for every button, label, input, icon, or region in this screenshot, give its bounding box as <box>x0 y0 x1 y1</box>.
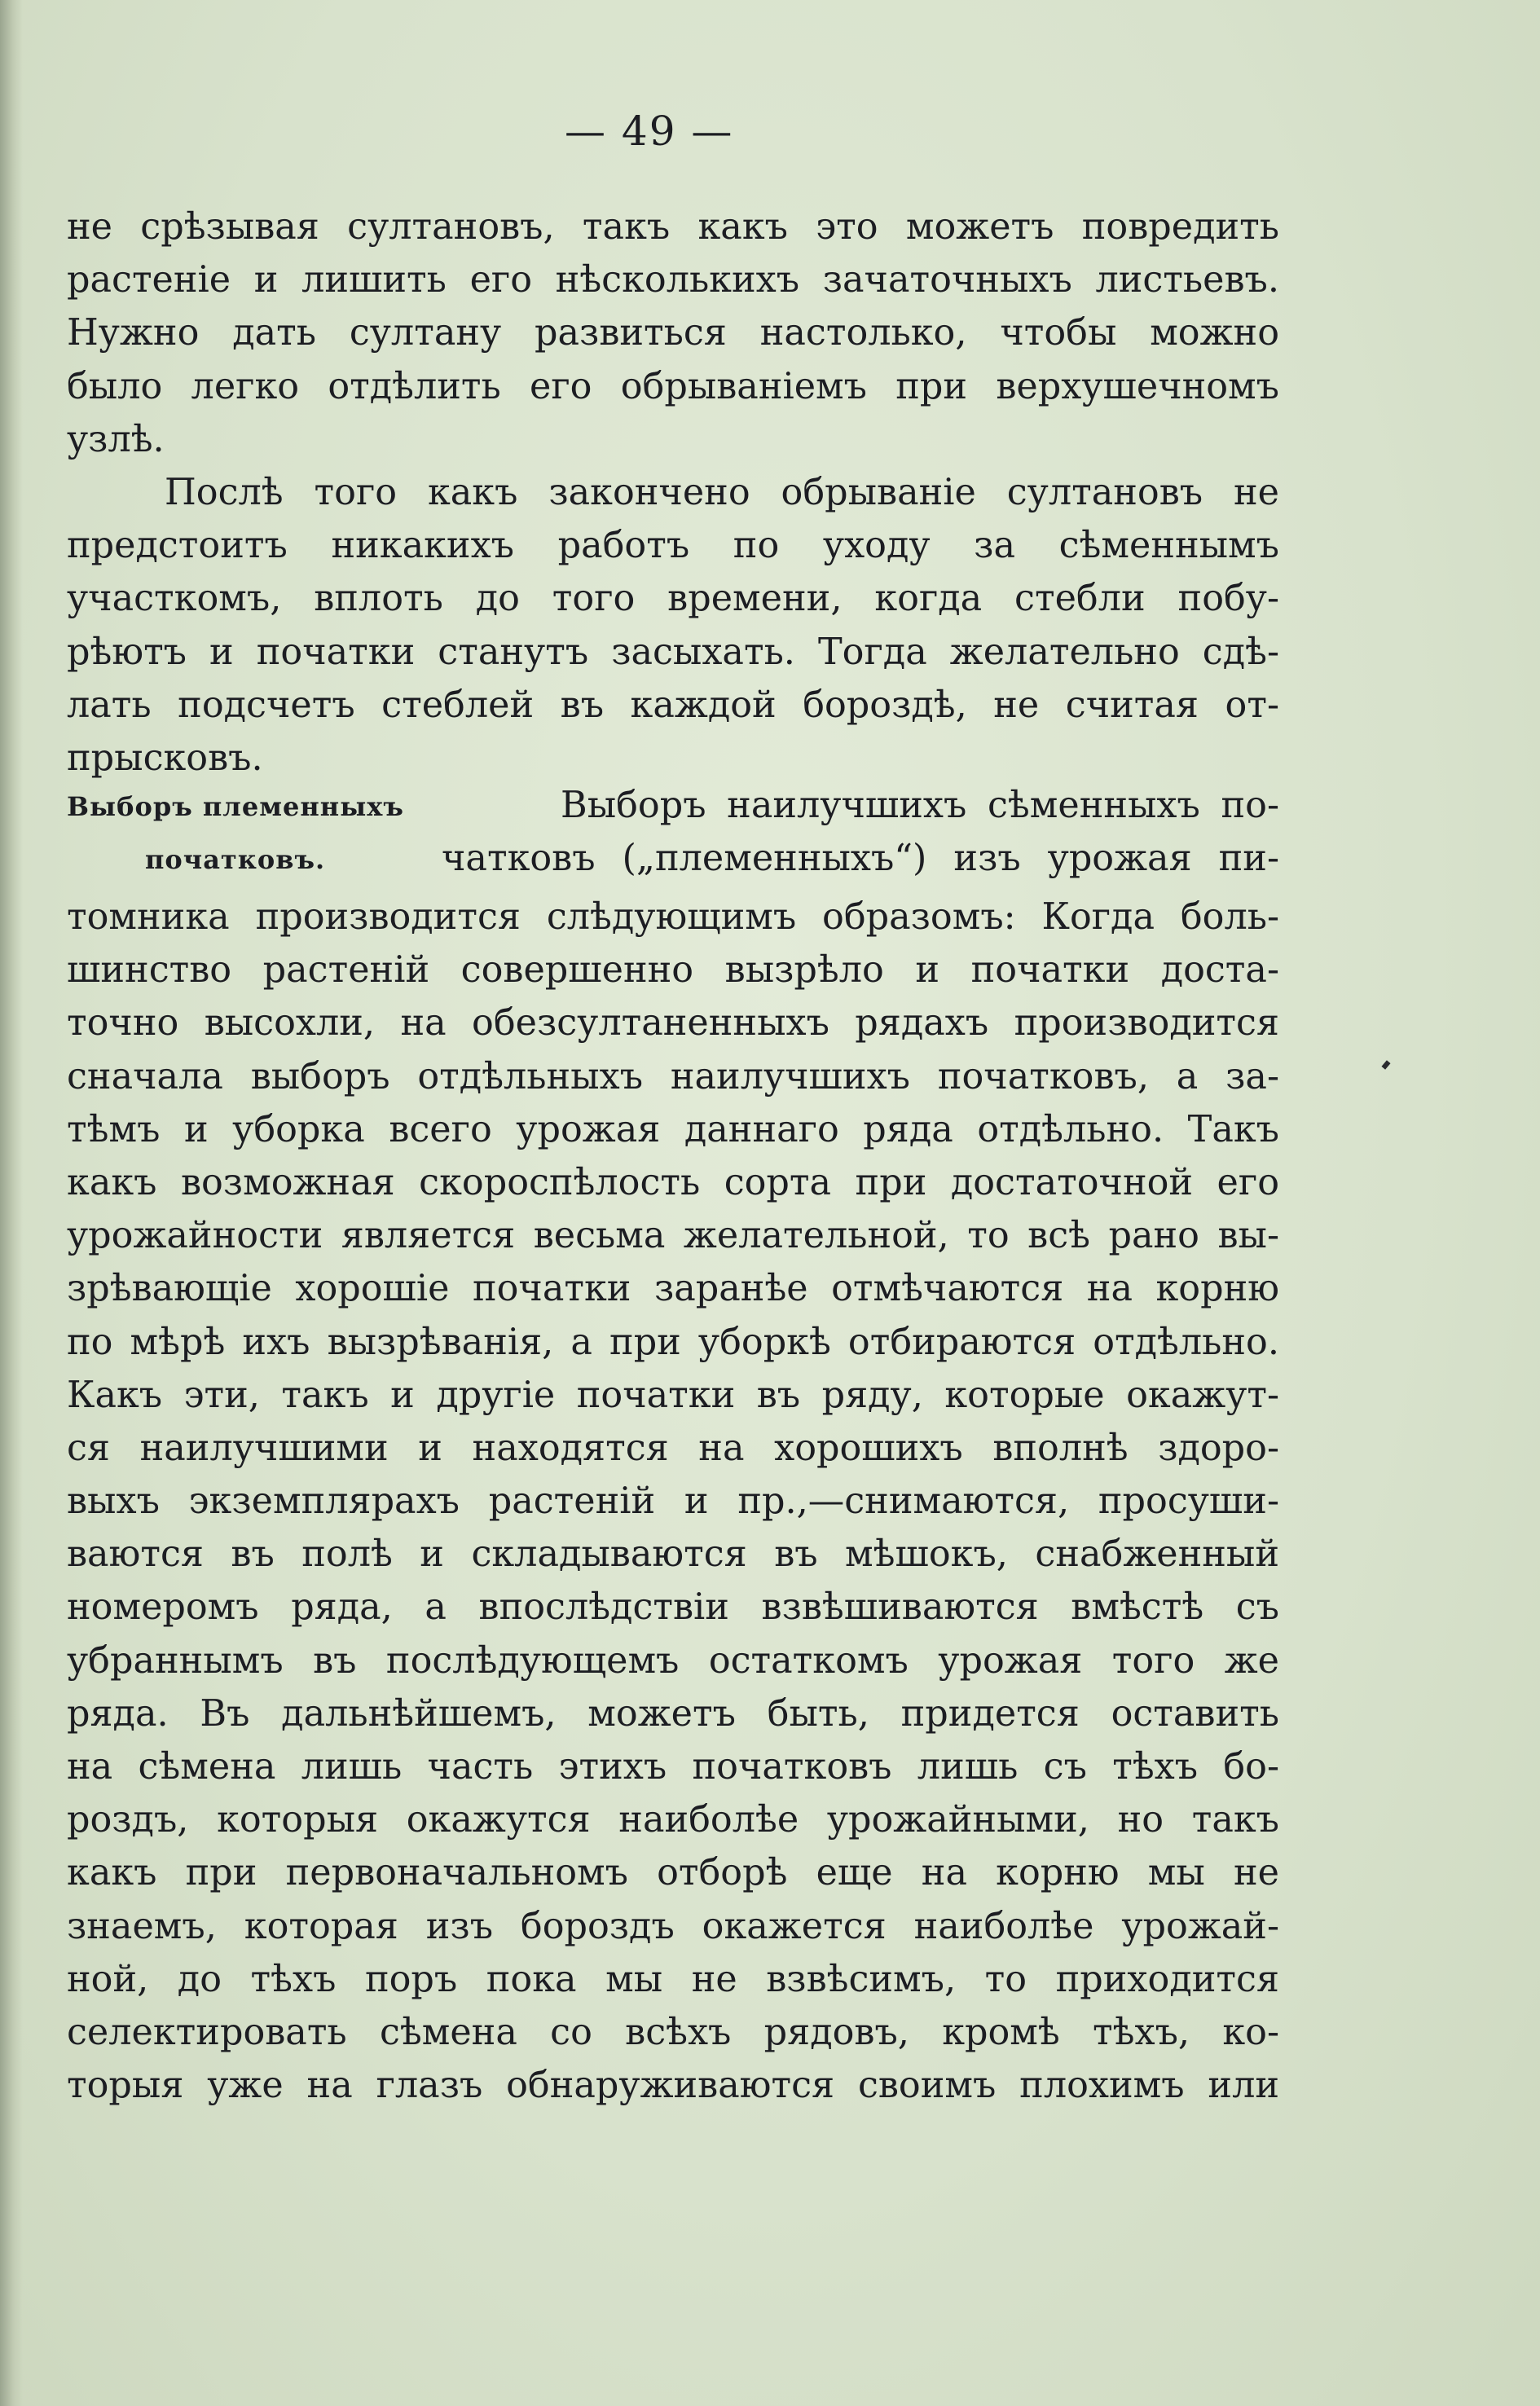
text-line: тѣмъ и уборка всего урожая даннаго ряда отдѣльно. Такъ <box>67 1108 1279 1150</box>
text-line: не срѣзывая султановъ, такъ какъ это можетъ повредить <box>67 206 1279 248</box>
text-line: знаемъ, которая изъ бороздъ окажется наиболѣе урожай- <box>67 1905 1279 1947</box>
text-line: по мѣрѣ ихъ вызрѣванія, а при уборкѣ отбираются отдѣльно. <box>67 1321 1279 1363</box>
text-line: селектировать сѣмена со всѣхъ рядовъ, кромѣ тѣхъ, ко- <box>67 2011 1279 2053</box>
margin-heading-line-1: Выборъ племенныхъ <box>67 791 404 822</box>
text-line: узлѣ. <box>67 418 165 460</box>
text-line: прысковъ. <box>67 737 263 779</box>
margin-heading-line-2: початковъ. <box>145 844 326 875</box>
text-line: ряда. Въ дальнѣйшемъ, можетъ быть, придется оставить <box>67 1692 1279 1735</box>
text-line: ся наилучшими и находятся на хорошихъ вполнѣ здоро- <box>67 1427 1279 1469</box>
side-heading-row-1 <box>67 785 1279 838</box>
text-line: урожайности является весьма желательной, то всѣ рано вы- <box>67 1215 1279 1257</box>
text-line: зрѣвающіе хорошіе початки заранѣе отмѣчаются на корню <box>67 1268 1279 1310</box>
text-line: Какъ эти, такъ и другіе початки въ ряду, которые окажут- <box>67 1374 1279 1416</box>
text-line: точно высохли, на обезсултаненныхъ рядахъ производится <box>67 1002 1279 1045</box>
text-line: чатковъ („племенныхъ“) изъ урожая пи- <box>442 838 1279 879</box>
paragraph-1 <box>67 200 1279 466</box>
text-line: шинство растеній совершенно вызрѣло и початки доста- <box>67 949 1279 992</box>
text-line: какъ при первоначальномъ отборѣ еще на корню мы не <box>67 1852 1279 1894</box>
text-line: рѣютъ и початки станутъ засыхать. Тогда желательно сдѣ- <box>67 631 1279 673</box>
text-line: убраннымъ въ послѣдующемъ остаткомъ урожая того же <box>67 1639 1279 1682</box>
text-line: предстоитъ никакихъ работъ по уходу за сѣменнымъ <box>67 525 1279 567</box>
paragraph-3 <box>67 891 1279 2112</box>
text-line: на сѣмена лишь часть этихъ початковъ лишь съ тѣхъ бо- <box>67 1746 1279 1788</box>
text-line: было легко отдѣлить его обрываніемъ при верхушечномъ <box>67 365 1279 407</box>
page-number: — 49 — <box>565 108 734 155</box>
text-line: томника производится слѣдующимъ образомъ: Когда боль- <box>67 896 1279 938</box>
text-line: ваются въ полѣ и складываются въ мѣшокъ, снабженный <box>67 1533 1279 1576</box>
text-line: растеніе и лишить его нѣсколькихъ зачаточныхъ листьевъ. <box>67 259 1279 301</box>
text-line: сначала выборъ отдѣльныхъ наилучшихъ початковъ, а за- <box>67 1055 1279 1097</box>
text-line: номеромъ ряда, а впослѣдствіи взвѣшиваются вмѣстѣ съ <box>67 1586 1279 1629</box>
text-line: лать подсчетъ стеблей въ каждой бороздѣ, не считая от- <box>67 684 1279 726</box>
text-line: участкомъ, вплоть до того времени, когда стебли побу- <box>67 578 1279 620</box>
text-line: Выборъ наилучшихъ сѣменныхъ по- <box>561 785 1279 826</box>
text-line: Послѣ того какъ закончено обрываніе султановъ не <box>165 472 1279 513</box>
paragraph-2 <box>67 466 1279 785</box>
text-line: ной, до тѣхъ поръ пока мы не взвѣсимъ, то приходится <box>67 1958 1279 2000</box>
text-line: какъ возможная скороспѣлость сорта при достаточной его <box>67 1161 1279 1203</box>
text-line: Нужно дать султану развиться настолько, чтобы можно <box>67 312 1279 354</box>
text-line: выхъ экземплярахъ растеній и пр.,—снимаются, просуши- <box>67 1480 1279 1523</box>
page-binding-shadow <box>0 0 23 2406</box>
text-line: роздъ, которыя окажутся наиболѣе урожайными, но такъ <box>67 1799 1279 1841</box>
text-line: торыя уже на глазъ обнаруживаются своимъ плохимъ или <box>67 2065 1279 2107</box>
side-heading-row-2 <box>67 838 1279 891</box>
